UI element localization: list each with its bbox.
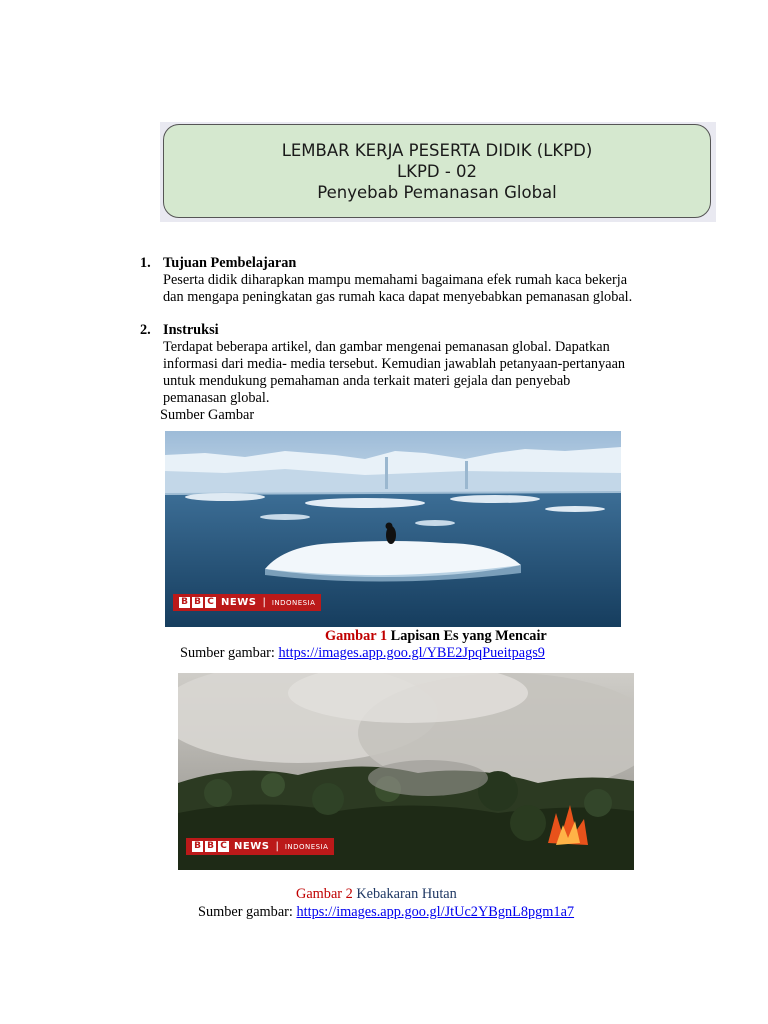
source-prefix: Sumber gambar: <box>180 645 275 661</box>
bbc-news-text: NEWS <box>234 841 270 852</box>
section-line: untuk mendukung pemahaman anda terkait materi gejala dan penyebab <box>163 373 571 389</box>
bbc-block: B <box>205 841 216 852</box>
section-line: dan mengapa peningkatan gas rumah kaca dapat menyebabkan pemanasan global. <box>163 289 633 305</box>
bbc-watermark <box>186 838 334 855</box>
section-line: Peserta didik diharapkan mampu memahami bagaimana efek rumah kaca bekerja <box>163 272 628 288</box>
bbc-region: INDONESIA <box>284 842 329 851</box>
bbc-block: C <box>205 597 216 608</box>
header-title: LEMBAR KERJA PESERTA DIDIK (LKPD) <box>281 140 593 160</box>
worksheet-header <box>163 124 711 218</box>
section-number: 1. <box>140 255 151 271</box>
bbc-separator: | <box>275 841 279 852</box>
bbc-block: C <box>218 841 229 852</box>
section-line: Terdapat beberapa artikel, dan gambar mengenai pemanasan global. Dapatkan <box>163 339 610 355</box>
header-code: LKPD - 02 <box>396 161 478 181</box>
figure-title: Kebakaran Hutan <box>356 886 457 902</box>
figure-caption-2 <box>296 886 457 903</box>
source-link[interactable]: https://images.app.goo.gl/YBE2JpqPueitpags9 <box>278 645 545 661</box>
source-prefix: Sumber gambar: <box>198 904 293 920</box>
figure-label: Gambar 1 <box>325 628 388 644</box>
bbc-separator: | <box>262 597 266 608</box>
bbc-block: B <box>179 597 190 608</box>
figure-label: Gambar 2 <box>296 886 353 902</box>
section-heading: Tujuan Pembelajaran <box>163 255 297 271</box>
header-frame <box>160 122 716 222</box>
figure-title: Lapisan Es yang Mencair <box>390 628 547 644</box>
section-line: pemanasan global. <box>163 390 270 406</box>
section-line: informasi dari media- media tersebut. Kemudian jawablah petanyaan-pertanyaan <box>163 356 626 372</box>
figure-source-1 <box>180 645 545 662</box>
photo-melting-ice <box>165 431 621 627</box>
photo-forest-fire <box>178 673 634 870</box>
bbc-news-text: NEWS <box>221 597 257 608</box>
section-learning-objective <box>140 255 700 306</box>
bbc-block: B <box>192 597 203 608</box>
header-topic: Penyebab Pemanasan Global <box>317 182 557 202</box>
bbc-block: B <box>192 841 203 852</box>
section-instructions <box>140 322 700 424</box>
section-line: Sumber Gambar <box>160 407 255 423</box>
bbc-region: INDONESIA <box>271 598 316 607</box>
source-link[interactable]: https://images.app.goo.gl/JtUc2YBgnL8pgm1a7 <box>296 904 575 920</box>
figure-caption-1 <box>325 628 547 645</box>
section-number: 2. <box>140 322 151 338</box>
section-heading: Instruksi <box>163 322 219 338</box>
figure-source-2 <box>198 904 574 921</box>
bbc-watermark <box>173 594 321 611</box>
